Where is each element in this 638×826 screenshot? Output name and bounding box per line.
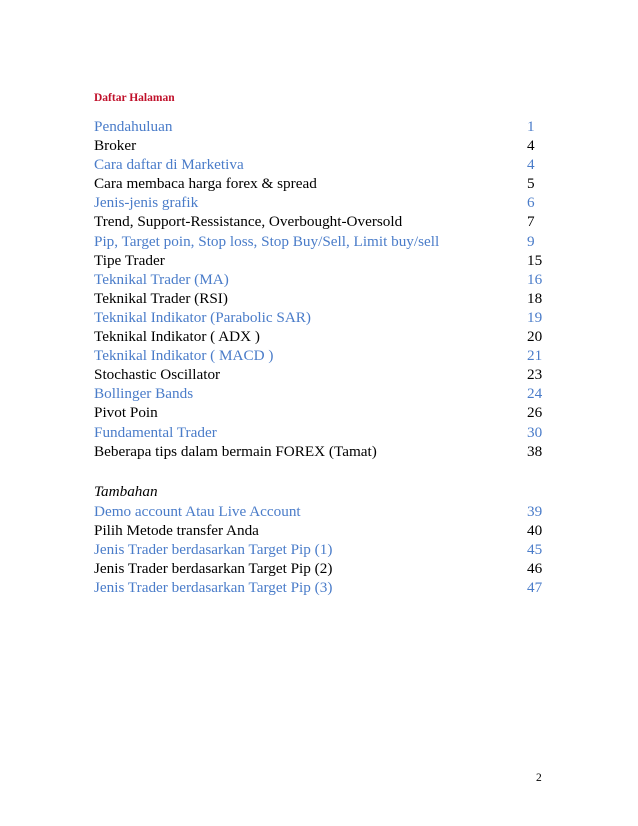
toc-entry-label: Pip, Target poin, Stop loss, Stop Buy/Sell, Limit buy/sell <box>94 232 440 250</box>
toc-entry-page-number: 5 <box>527 175 535 193</box>
extras-heading: Tambahan <box>94 483 158 500</box>
toc-entry-label: Cara daftar di Marketiva <box>94 156 244 174</box>
toc-entry-label: Cara membaca harga forex & spread <box>94 175 317 193</box>
toc-entry-label: Pendahuluan <box>94 118 173 135</box>
toc-title: Daftar Halaman <box>94 92 175 104</box>
toc-entry-page-number: 7 <box>527 213 535 231</box>
toc-entry-label: Broker <box>94 137 137 155</box>
toc-entry-page-number: 4 <box>527 137 535 155</box>
toc-entry-label: Jenis Trader berdasarkan Target Pip (3) <box>94 579 333 597</box>
toc-entry-page-number: 38 <box>527 442 543 460</box>
toc-entry[interactable] <box>94 346 550 365</box>
toc-entry-label: Jenis Trader berdasarkan Target Pip (2) <box>94 560 333 578</box>
toc-entry <box>94 442 550 461</box>
toc-list <box>94 117 550 461</box>
toc-entry <box>94 174 550 193</box>
toc-entry <box>94 521 550 540</box>
toc-entry-label: Teknikal Trader (MA) <box>94 270 229 288</box>
toc-entry-label: Fundamental Trader <box>94 423 217 441</box>
toc-entry-page-number: 16 <box>527 270 543 288</box>
toc-entry <box>94 136 550 155</box>
toc-entry-page-number: 20 <box>527 328 543 346</box>
toc-entry-label: Pivot Poin <box>94 404 158 422</box>
toc-entry[interactable] <box>94 270 550 289</box>
extras-list <box>94 502 550 597</box>
toc-entry-page-number: 4 <box>527 156 535 174</box>
toc-entry <box>94 289 550 308</box>
toc-entry <box>94 327 550 346</box>
toc-entry-label: Teknikal Indikator ( ADX ) <box>94 328 260 346</box>
toc-entry[interactable] <box>94 155 550 174</box>
toc-entry-page-number: 9 <box>527 232 535 250</box>
toc-entry-page-number: 26 <box>527 404 543 422</box>
toc-entry[interactable] <box>94 540 550 559</box>
toc-entry[interactable] <box>94 384 550 403</box>
toc-entry-page-number: 40 <box>527 522 543 540</box>
toc-entry-page-number: 6 <box>527 194 535 212</box>
toc-entry[interactable] <box>94 502 550 521</box>
toc-entry[interactable] <box>94 193 550 212</box>
toc-entry[interactable] <box>94 423 550 442</box>
toc-entry-page-number: 21 <box>527 347 543 365</box>
toc-entry-page-number: 39 <box>527 503 543 520</box>
toc-entry-page-number: 45 <box>527 541 543 559</box>
toc-entry <box>94 251 550 270</box>
toc-entry <box>94 403 550 422</box>
toc-entry-page-number: 30 <box>527 423 543 441</box>
toc-entry[interactable] <box>94 232 550 251</box>
toc-entry-label: Teknikal Indikator (Parabolic SAR) <box>94 308 311 326</box>
toc-entry-label: Demo account Atau Live Account <box>94 503 301 520</box>
toc-entry-label: Tipe Trader <box>94 251 165 269</box>
toc-entry-page-number: 19 <box>527 308 543 326</box>
toc-entry-label: Beberapa tips dalam bermain FOREX (Tamat) <box>94 442 377 460</box>
toc-entry-page-number: 24 <box>527 385 543 403</box>
toc-entry-page-number: 47 <box>527 579 543 597</box>
toc-entry-page-number: 15 <box>527 251 543 269</box>
toc-entry[interactable] <box>94 578 550 597</box>
toc-entry-page-number: 46 <box>527 560 543 578</box>
page-number: 2 <box>536 772 542 784</box>
toc-entry-label: Teknikal Trader (RSI) <box>94 289 228 307</box>
toc-entry <box>94 559 550 578</box>
toc-entry-label: Jenis-jenis grafik <box>94 194 199 212</box>
toc-entry-page-number: 18 <box>527 289 543 307</box>
toc-entry-label: Bollinger Bands <box>94 385 194 403</box>
toc-entry-label: Stochastic Oscillator <box>94 366 221 384</box>
toc-entry[interactable] <box>94 308 550 327</box>
toc-entry-label: Trend, Support-Ressistance, Overbought-Oversold <box>94 213 403 231</box>
toc-entry[interactable] <box>94 117 550 136</box>
toc-entry <box>94 365 550 384</box>
toc-entry-label: Jenis Trader berdasarkan Target Pip (1) <box>94 541 333 559</box>
toc-entry-label: Pilih Metode transfer Anda <box>94 522 259 540</box>
toc-entry-label: Teknikal Indikator ( MACD ) <box>94 347 274 365</box>
toc-entry-page-number: 1 <box>527 118 535 135</box>
toc-entry-page-number: 23 <box>527 366 543 384</box>
toc-entry <box>94 212 550 231</box>
